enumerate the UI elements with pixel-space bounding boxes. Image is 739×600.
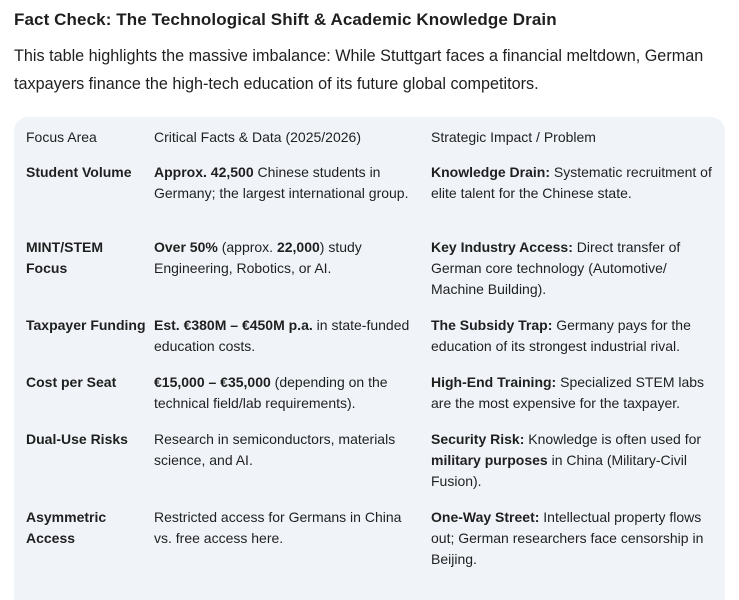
focus-area-cell: Dual-Use Risks bbox=[26, 431, 128, 447]
focus-area-cell: Taxpayer Funding bbox=[26, 317, 146, 333]
facts-cell: Research in semiconductors, materials science, and AI. bbox=[154, 431, 396, 468]
header-critical-facts: Critical Facts & Data (2025/2026) bbox=[154, 129, 361, 145]
focus-area-cell: MINT/STEM Focus bbox=[26, 239, 103, 276]
impact-cell bbox=[431, 500, 725, 577]
impact-text: Intellectual property flows out; German researchers face censorship in Beijing. bbox=[431, 509, 704, 567]
header-focus-area: Focus Area bbox=[26, 129, 97, 145]
impact-bold: Security Risk: bbox=[431, 431, 525, 447]
impact-text: Specialized STEM labs are the most expensive for the taxpayer. bbox=[431, 374, 705, 411]
table-row bbox=[14, 308, 725, 365]
facts-cell bbox=[154, 308, 431, 365]
focus-area-cell: Student Volume bbox=[26, 164, 132, 180]
impact-bold: High-End Training: bbox=[431, 374, 557, 390]
impact-cell bbox=[431, 422, 725, 500]
fact-table bbox=[14, 117, 725, 577]
impact-cell bbox=[431, 308, 725, 365]
impact-cell bbox=[431, 365, 725, 422]
facts-cell: Restricted access for Germans in China vs. free access here. bbox=[154, 509, 402, 546]
impact-text: Knowledge is often used for bbox=[524, 431, 702, 447]
impact-text: Germany pays for the education of its strongest industrial rival. bbox=[431, 317, 691, 354]
focus-area-cell: Cost per Seat bbox=[26, 374, 117, 390]
facts-text: in state-funded education costs. bbox=[154, 317, 410, 354]
table-row bbox=[14, 422, 725, 500]
facts-cell bbox=[154, 155, 431, 230]
facts-text: Chinese students in Germany; the largest international group. bbox=[154, 164, 409, 201]
table-row bbox=[14, 155, 725, 230]
impact-text: Direct transfer of German core technology (Automotive/ Machine Building). bbox=[431, 239, 681, 297]
impact-text: in China (Military-Civil Fusion). bbox=[431, 452, 687, 489]
impact-bold: One-Way Street: bbox=[431, 509, 540, 525]
impact-text: Systematic recruitment of elite talent for the Chinese state. bbox=[431, 164, 712, 201]
facts-bold: Over 50% bbox=[154, 239, 218, 255]
facts-bold: 22,000 bbox=[276, 239, 320, 255]
facts-bold: €15,000 – €35,000 bbox=[154, 374, 271, 390]
table-row bbox=[14, 365, 725, 422]
impact-bold: Key Industry Access: bbox=[431, 239, 573, 255]
impact-cell bbox=[431, 230, 725, 308]
facts-text: (approx. bbox=[217, 239, 277, 255]
fact-table-card bbox=[14, 117, 725, 600]
table-header-row bbox=[14, 117, 725, 155]
header-strategic-impact: Strategic Impact / Problem bbox=[431, 129, 596, 145]
impact-bold: Knowledge Drain: bbox=[431, 164, 551, 180]
facts-bold: Est. €380M – €450M p.a. bbox=[154, 317, 313, 333]
table-row bbox=[14, 500, 725, 577]
impact-cell bbox=[431, 155, 725, 230]
facts-bold: Approx. 42,500 bbox=[154, 164, 254, 180]
impact-bold: The Subsidy Trap: bbox=[431, 317, 553, 333]
facts-text: (depending on the technical field/lab requirements). bbox=[154, 374, 388, 411]
focus-area-cell: Asymmetric Access bbox=[26, 509, 107, 546]
facts-cell bbox=[154, 365, 431, 422]
facts-cell bbox=[154, 230, 431, 308]
page-title: Fact Check: The Technological Shift & Academic Knowledge Drain bbox=[14, 10, 557, 29]
table-row bbox=[14, 230, 725, 308]
impact-bold: military purposes bbox=[431, 452, 548, 468]
intro-paragraph: This table highlights the massive imbalance: While Stuttgart faces a financial meltdown, German taxpayers finance the high-tech education of its future global competitors. bbox=[14, 47, 704, 93]
facts-text: ) study Engineering, Robotics, or AI. bbox=[154, 239, 362, 276]
